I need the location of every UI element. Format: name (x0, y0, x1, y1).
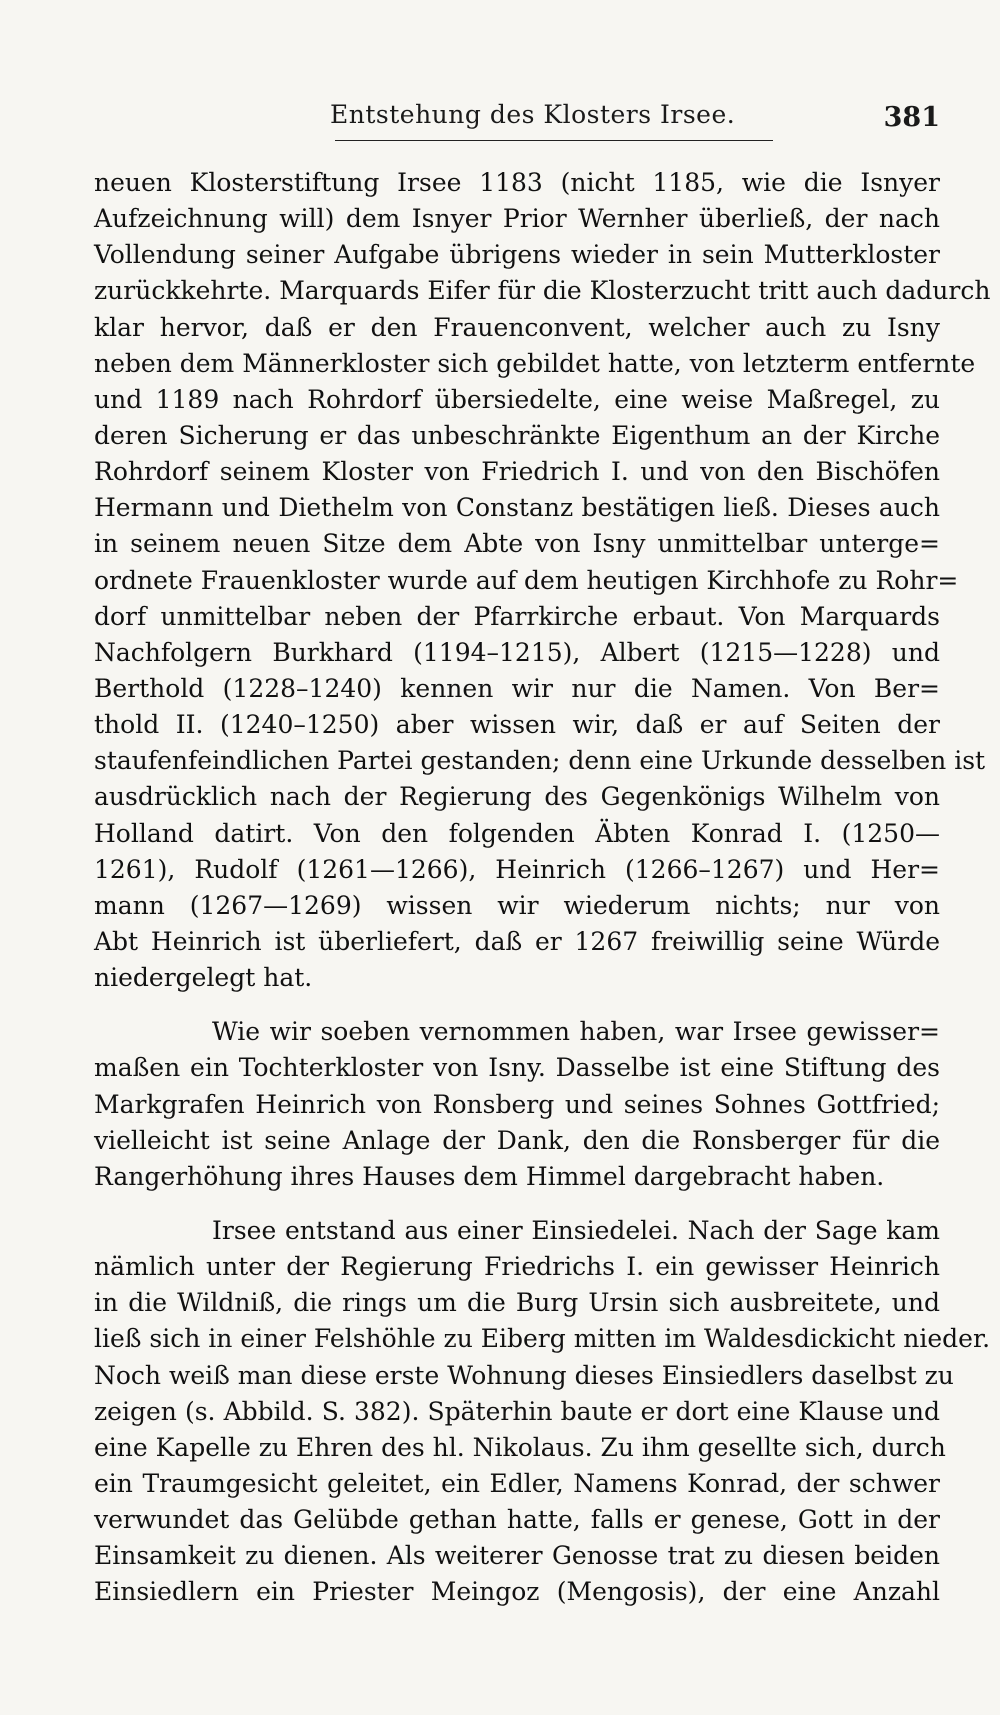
text-line: ein Traumgesicht geleitet, ein Edler, Namens Konrad, der schwer (94, 1468, 940, 1498)
text-line: Berthold (1228–1240) kennen wir nur die Namen. Von Ber= (94, 673, 940, 703)
text-line: neuen Klosterstiftung Irsee 1183 (nicht 1185, wie die Isnyer (94, 168, 940, 197)
text-line: 1261), Rudolf (1261—1266), Heinrich (1266–1267) und Her= (94, 854, 940, 884)
text-line: ausdrücklich nach der Regierung des Gegenkönigs Wilhelm von (94, 782, 940, 812)
text-line: Rohrdorf seinem Kloster von Friedrich I. und von den Bischöfen (94, 457, 940, 487)
text-line: Noch weiß man diese erste Wohnung dieses Einsiedlers daselbst zu (94, 1360, 954, 1390)
text-line: verwundet das Gelübde gethan hatte, falls er genese, Gott in der (94, 1505, 940, 1535)
text-line: Einsamkeit zu dienen. Als weiterer Genosse trat zu diesen beiden (94, 1541, 940, 1571)
text-line: Hermann und Diethelm von Constanz bestätigen ließ. Dieses auch (94, 493, 940, 523)
paragraph-gap (94, 996, 940, 1014)
text-line: Markgrafen Heinrich von Ronsberg und seines Sohnes Gottfried; (94, 1089, 940, 1119)
text-line: neben dem Männerkloster sich gebildet hatte, von letzterm entfernte (94, 348, 976, 378)
paragraph-2 (94, 1014, 940, 1195)
text-line: deren Sicherung er das unbeschränkte Eigenthum an der Kirche (94, 420, 940, 450)
text-line: in seinem neuen Sitze dem Abte von Isny unmittelbar unterge= (94, 529, 940, 559)
text-line: Einsiedlern ein Priester Meingoz (Mengosis), der eine Anzahl (94, 1577, 940, 1607)
text-line: staufenfeindlichen Partei gestanden; denn eine Urkunde desselben ist (94, 746, 986, 776)
text-line: nämlich unter der Regierung Friedrichs I. ein gewisser Heinrich (94, 1252, 940, 1282)
text-line: und 1189 nach Rohrdorf übersiedelte, eine weise Maßregel, zu (94, 384, 940, 414)
text-line: ließ sich in einer Felshöhle zu Eiberg mitten im Waldesdickicht nieder. (94, 1324, 991, 1354)
text-line: mann (1267—1269) wissen wir wiederum nichts; nur von (94, 890, 940, 920)
text-line: zurückkehrte. Marquards Eifer für die Klosterzucht tritt auch dadurch (94, 276, 991, 306)
text-line: thold II. (1240–1250) aber wissen wir, daß er auf Seiten der (94, 710, 940, 740)
header-rule (335, 140, 773, 141)
page-body (94, 165, 991, 1610)
paragraph-3 (94, 1213, 991, 1611)
text-line: niedergelegt hat. (94, 963, 313, 993)
text-line: zeigen (s. Abbild. S. 382). Späterhin baute er dort eine Klause und (94, 1396, 940, 1426)
text-line: Rangerhöhung ihres Hauses dem Himmel dargebracht haben. (94, 1161, 885, 1191)
text-line: Nachfolgern Burkhard (1194–1215), Albert (1215—1228) und (94, 637, 940, 667)
text-line: in die Wildniß, die rings um die Burg Ursin sich ausbreitete, und (94, 1288, 940, 1318)
running-title: Entstehung des Klosters Irsee. (330, 100, 736, 129)
text-line: Wie wir soeben vernommen haben, war Irsee gewisser= (212, 1017, 940, 1047)
text-line: Aufzeichnung will) dem Isnyer Prior Wernher überließ, der nach (94, 204, 940, 234)
text-line: maßen ein Tochterkloster von Isny. Dasselbe ist eine Stiftung des (94, 1053, 940, 1083)
text-line: eine Kapelle zu Ehren des hl. Nikolaus. Zu ihm gesellte sich, durch (94, 1432, 946, 1462)
paragraph-1 (94, 165, 991, 996)
text-line: Holland datirt. Von den folgenden Äbten Konrad I. (1250— (94, 818, 940, 848)
text-line: klar hervor, daß er den Frauenconvent, welcher auch zu Isny (94, 312, 940, 342)
page-header (90, 96, 940, 146)
text-line: dorf unmittelbar neben der Pfarrkirche erbaut. Von Marquards (94, 601, 940, 631)
text-line: Irsee entstand aus einer Einsiedelei. Nach der Sage kam (212, 1215, 940, 1245)
text-line: Abt Heinrich ist überliefert, daß er 1267 freiwillig seine Würde (94, 926, 940, 956)
text-line: vielleicht ist seine Anlage der Dank, den die Ronsberger für die (94, 1125, 940, 1155)
text-line: ordnete Frauenkloster wurde auf dem heutigen Kirchhofe zu Rohr= (94, 565, 959, 595)
text-line: Vollendung seiner Aufgabe übrigens wieder in sein Mutterkloster (94, 240, 940, 270)
page-number: 381 (883, 102, 940, 133)
paragraph-gap (94, 1195, 940, 1213)
